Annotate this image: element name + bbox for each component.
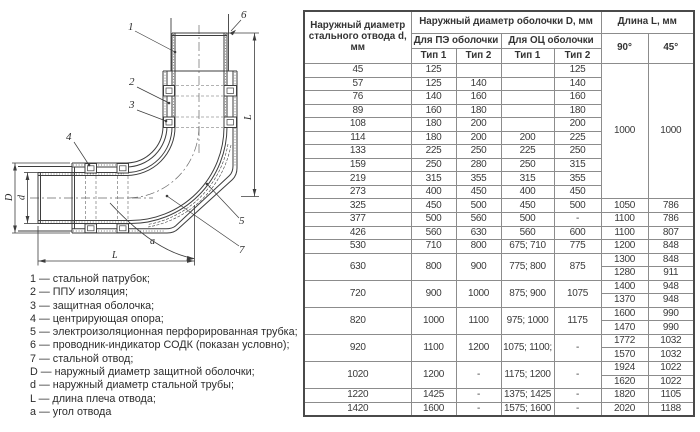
table-row (304, 240, 694, 254)
table-cell: 1370 (601, 294, 648, 308)
table-cell: 1924 (601, 362, 648, 376)
table-cell: 775 (554, 240, 601, 254)
table-cell: 315 (554, 158, 601, 172)
table-row (304, 280, 694, 294)
table-cell: 848 (648, 253, 694, 267)
table-cell (501, 64, 554, 78)
header-length: Длина L, мм (601, 11, 694, 34)
table-cell: - (456, 389, 501, 403)
table-cell: 200 (501, 131, 554, 145)
table-cell: 250 (411, 158, 456, 172)
table-cell: 1000 (648, 64, 694, 199)
table-cell: 875; 900 (501, 280, 554, 307)
elbow-drawing-svg (0, 0, 303, 275)
table-cell: 250 (501, 158, 554, 172)
legend-list (30, 273, 298, 419)
table-cell: 920 (304, 334, 411, 361)
table-cell: 1000 (411, 307, 456, 334)
table-cell: 450 (501, 199, 554, 213)
table-cell: 1600 (601, 307, 648, 321)
table-cell: 450 (411, 199, 456, 213)
table-row (304, 334, 694, 348)
table-cell: 1100 (411, 334, 456, 361)
table-cell: 1425 (411, 389, 456, 403)
table-row (304, 307, 694, 321)
table-cell: 948 (648, 294, 694, 308)
table-row (304, 64, 694, 78)
table-row (304, 213, 694, 227)
header-angle-45: 45° (648, 34, 694, 64)
table-cell: 1772 (601, 334, 648, 348)
table-row (304, 389, 694, 403)
centering-supports (85, 86, 237, 233)
table-cell: 140 (554, 77, 601, 91)
table-cell: 160 (554, 91, 601, 105)
table-cell: 1020 (304, 362, 411, 389)
table-cell: 848 (648, 240, 694, 254)
table-cell: 530 (304, 240, 411, 254)
header-oc-casing: Для ОЦ оболочки (501, 34, 601, 49)
table-cell (501, 118, 554, 132)
legend-item: 6 — проводник-индикатор СОДК (показан условно); (30, 339, 290, 352)
table-cell: 273 (304, 185, 411, 199)
table-cell: 315 (411, 172, 456, 186)
table-cell: 1220 (304, 389, 411, 403)
header-pe-type2: Тип 2 (456, 49, 501, 64)
table-cell: 1420 (304, 402, 411, 416)
table-cell: 1570 (601, 348, 648, 362)
table-cell: 560 (411, 226, 456, 240)
table-cell: 900 (411, 280, 456, 307)
table-row (304, 199, 694, 213)
table-body (304, 64, 694, 417)
dim-D-label: D (4, 193, 15, 201)
table-cell: 225 (411, 145, 456, 159)
table-row (304, 362, 694, 376)
table-cell: - (554, 389, 601, 403)
header-steel-diameter: Наружный диаметр стального отвода d, мм (304, 11, 411, 64)
legend-item: 3 — защитная оболочка; (30, 299, 155, 312)
table-cell: 1000 (456, 280, 501, 307)
table-cell: 1470 (601, 321, 648, 335)
table-cell: 500 (554, 199, 601, 213)
table-cell: 1175 (554, 307, 601, 334)
table-cell: 786 (648, 213, 694, 227)
table-cell: 630 (304, 253, 411, 280)
table-cell: 225 (501, 145, 554, 159)
table-cell: 159 (304, 158, 411, 172)
table-cell: 875 (554, 253, 601, 280)
legend-item: a — угол отвода (30, 405, 112, 418)
table-cell: 1600 (411, 402, 456, 416)
table-cell: 900 (456, 253, 501, 280)
table-cell: 1100 (601, 213, 648, 227)
header-oc-type1: Тип 1 (501, 49, 554, 64)
table-row (304, 253, 694, 267)
dim-L-bottom-label: L (112, 250, 118, 261)
table-cell: 1620 (601, 375, 648, 389)
table-cell: 426 (304, 226, 411, 240)
table-cell: 45 (304, 64, 411, 78)
legend-item: 7 — стальной отвод; (30, 352, 134, 365)
table-row (304, 226, 694, 240)
table-cell: - (456, 402, 501, 416)
table-cell: 975; 1000 (501, 307, 554, 334)
table-cell: 800 (411, 253, 456, 280)
table-cell: 250 (456, 145, 501, 159)
table-cell: 1375; 1425 (501, 389, 554, 403)
table-cell: 990 (648, 307, 694, 321)
header-pe-casing: Для ПЭ оболочки (411, 34, 501, 49)
table-cell: 125 (554, 64, 601, 78)
table-cell: 1200 (411, 362, 456, 389)
table-cell: 180 (411, 118, 456, 132)
table-cell (456, 64, 501, 78)
table-cell: 325 (304, 199, 411, 213)
legend-item: D — наружный диаметр защитной оболочки; (30, 366, 255, 379)
table-cell: 315 (501, 172, 554, 186)
table-cell: - (554, 402, 601, 416)
table-cell: 1075; 1100; (501, 334, 554, 361)
table-cell: 1280 (601, 267, 648, 281)
table-cell: 1100 (601, 226, 648, 240)
header-angle-90: 90° (601, 34, 648, 64)
table-cell: 807 (648, 226, 694, 240)
table-cell: 1022 (648, 362, 694, 376)
legend-item: 5 — электроизоляционная перфорированная трубка; (30, 326, 298, 339)
table-cell: 400 (411, 185, 456, 199)
table-cell: 990 (648, 321, 694, 335)
header-casing-diameter: Наружный диаметр оболочки D, мм (411, 11, 601, 34)
table-cell: 1100 (456, 307, 501, 334)
table-cell: 225 (554, 131, 601, 145)
table-cell: 180 (554, 104, 601, 118)
table-cell: 250 (554, 145, 601, 159)
table-cell: 89 (304, 104, 411, 118)
legend-item: L — длина плеча отвода; (30, 392, 156, 405)
table-cell: 1575; 1600 (501, 402, 554, 416)
table-cell: 1105 (648, 389, 694, 403)
table-cell: 57 (304, 77, 411, 91)
table-cell: 1820 (601, 389, 648, 403)
legend-item: d — наружный диаметр стальной трубы; (30, 379, 234, 392)
table-cell: 160 (456, 91, 501, 105)
header-pe-type1: Тип 1 (411, 49, 456, 64)
table-cell: - (554, 362, 601, 389)
table-cell: 450 (456, 185, 501, 199)
angle-label: a (150, 236, 155, 247)
table-cell: 600 (554, 226, 601, 240)
table-cell: 355 (456, 172, 501, 186)
table-cell: 114 (304, 131, 411, 145)
callout-6-label: 6 (241, 9, 247, 21)
table-cell: 786 (648, 199, 694, 213)
table-cell: 200 (554, 118, 601, 132)
table-cell: 200 (456, 131, 501, 145)
dim-d-label: d (16, 195, 28, 200)
table-cell: 775; 800 (501, 253, 554, 280)
table-cell: 180 (411, 131, 456, 145)
table-cell: 1075 (554, 280, 601, 307)
table-cell: 140 (456, 77, 501, 91)
table-cell: 125 (411, 64, 456, 78)
table-cell: 710 (411, 240, 456, 254)
table-cell: 1032 (648, 348, 694, 362)
table-header (304, 11, 694, 64)
table-cell (501, 104, 554, 118)
callout-4-label: 4 (66, 131, 72, 143)
table-cell: 108 (304, 118, 411, 132)
callout-2-label: 2 (129, 76, 135, 88)
table-cell: 1200 (601, 240, 648, 254)
table-cell: 500 (411, 213, 456, 227)
table-cell: 630 (456, 226, 501, 240)
table-cell: 948 (648, 280, 694, 294)
callout-1-label: 1 (128, 21, 134, 33)
table-cell: 280 (456, 158, 501, 172)
casing-outline (72, 71, 237, 233)
table-cell: 133 (304, 145, 411, 159)
table-cell: - (456, 362, 501, 389)
table-cell: 355 (554, 172, 601, 186)
table-cell: 1400 (601, 280, 648, 294)
table-cell: 1000 (601, 64, 648, 199)
callout-7-label: 7 (239, 244, 245, 256)
table-cell: 911 (648, 267, 694, 281)
legend-item: 4 — центрирующая опора; (30, 312, 164, 325)
callout-3-label: 3 (129, 99, 135, 111)
table-cell: 450 (554, 185, 601, 199)
table-cell: 560 (501, 226, 554, 240)
table-cell: - (554, 334, 601, 361)
table-cell: 500 (456, 199, 501, 213)
table-cell: 1175; 1200 (501, 362, 554, 389)
table-cell: 1300 (601, 253, 648, 267)
callout-5-label: 5 (239, 215, 245, 227)
sodk-wires (18, 14, 229, 231)
table-cell: 160 (411, 104, 456, 118)
dim-L-right-label: L (243, 114, 254, 120)
table-cell: - (554, 213, 601, 227)
header-oc-type2: Тип 2 (554, 49, 601, 64)
table-cell: 76 (304, 91, 411, 105)
table-cell: 500 (501, 213, 554, 227)
table-cell: 1050 (601, 199, 648, 213)
hidden-edges (86, 86, 224, 221)
table-cell: 219 (304, 172, 411, 186)
table-cell: 1200 (456, 334, 501, 361)
table-cell: 800 (456, 240, 501, 254)
legend-item: 2 — ППУ изоляция; (30, 286, 129, 299)
table-cell: 1032 (648, 334, 694, 348)
table-cell (501, 91, 554, 105)
table-row (304, 402, 694, 416)
table-cell: 560 (456, 213, 501, 227)
table-cell: 1188 (648, 402, 694, 416)
dimensions-table (303, 10, 695, 417)
table-cell (501, 77, 554, 91)
table-cell: 400 (501, 185, 554, 199)
table-cell: 675; 710 (501, 240, 554, 254)
table-cell: 2020 (601, 402, 648, 416)
table-cell: 180 (456, 104, 501, 118)
table-cell: 200 (456, 118, 501, 132)
table-cell: 820 (304, 307, 411, 334)
table-cell: 125 (411, 77, 456, 91)
table-cell: 720 (304, 280, 411, 307)
callout-leaders (74, 20, 241, 246)
table-cell: 1022 (648, 375, 694, 389)
table-cell: 140 (411, 91, 456, 105)
table-cell: 377 (304, 213, 411, 227)
legend-item: 1 — стальной патрубок; (30, 273, 150, 285)
elbow-drawing (0, 0, 303, 275)
